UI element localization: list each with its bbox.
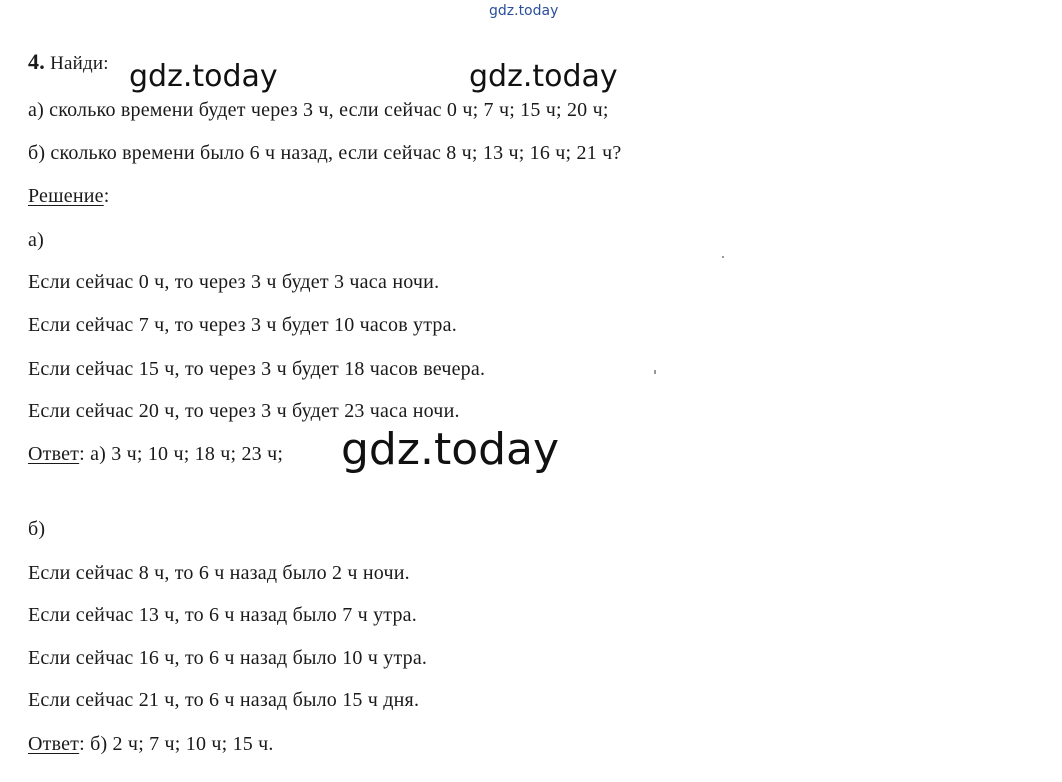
solution-b-line: Если сейчас 16 ч, то 6 ч назад было 10 ч утра. — [28, 647, 428, 669]
solution-heading-colon: : — [103, 185, 110, 207]
answer-b — [28, 732, 274, 756]
watermark-left: gdz.today — [129, 59, 278, 94]
scan-speck — [722, 256, 724, 258]
watermark-right: gdz.today — [469, 59, 618, 94]
task-part-b: б) сколько времени было 6 ч назад, если сейчас 8 ч; 13 ч; 16 ч; 21 ч? — [28, 142, 622, 164]
answer-a — [28, 442, 283, 466]
solution-a-line: Если сейчас 0 ч, то через 3 ч будет 3 часа ночи. — [28, 271, 440, 293]
solution-a-label: а) — [28, 229, 44, 251]
solution-heading — [28, 184, 109, 208]
answer-b-text: : б) 2 ч; 7 ч; 10 ч; 15 ч. — [79, 733, 274, 755]
task-intro: Найди: — [50, 53, 109, 74]
task-part-a: а) сколько времени будет через 3 ч, если сейчас 0 ч; 7 ч; 15 ч; 20 ч; — [28, 99, 609, 121]
solution-heading-word: Решение — [28, 185, 104, 207]
task-number: 4. — [28, 49, 45, 74]
answer-b-label: Ответ — [28, 733, 80, 755]
solution-b-line: Если сейчас 8 ч, то 6 ч назад было 2 ч ночи. — [28, 562, 410, 584]
solution-b-line: Если сейчас 21 ч, то 6 ч назад было 15 ч дня. — [28, 689, 420, 711]
task-title — [28, 50, 109, 76]
solution-b-label: б) — [28, 518, 46, 540]
answer-a-label: Ответ — [28, 443, 80, 465]
watermark-big: gdz.today — [341, 424, 560, 475]
scan-speck — [654, 370, 656, 374]
solution-b-line: Если сейчас 13 ч, то 6 ч назад было 7 ч утра. — [28, 604, 417, 626]
solution-a-line: Если сейчас 7 ч, то через 3 ч будет 10 часов утра. — [28, 314, 457, 336]
answer-a-text: : а) 3 ч; 10 ч; 18 ч; 23 ч; — [79, 443, 284, 465]
watermark-top: gdz.today — [489, 3, 559, 19]
solution-a-line: Если сейчас 15 ч, то через 3 ч будет 18 часов вечера. — [28, 358, 486, 380]
solution-a-line: Если сейчас 20 ч, то через 3 ч будет 23 часа ночи. — [28, 400, 460, 422]
